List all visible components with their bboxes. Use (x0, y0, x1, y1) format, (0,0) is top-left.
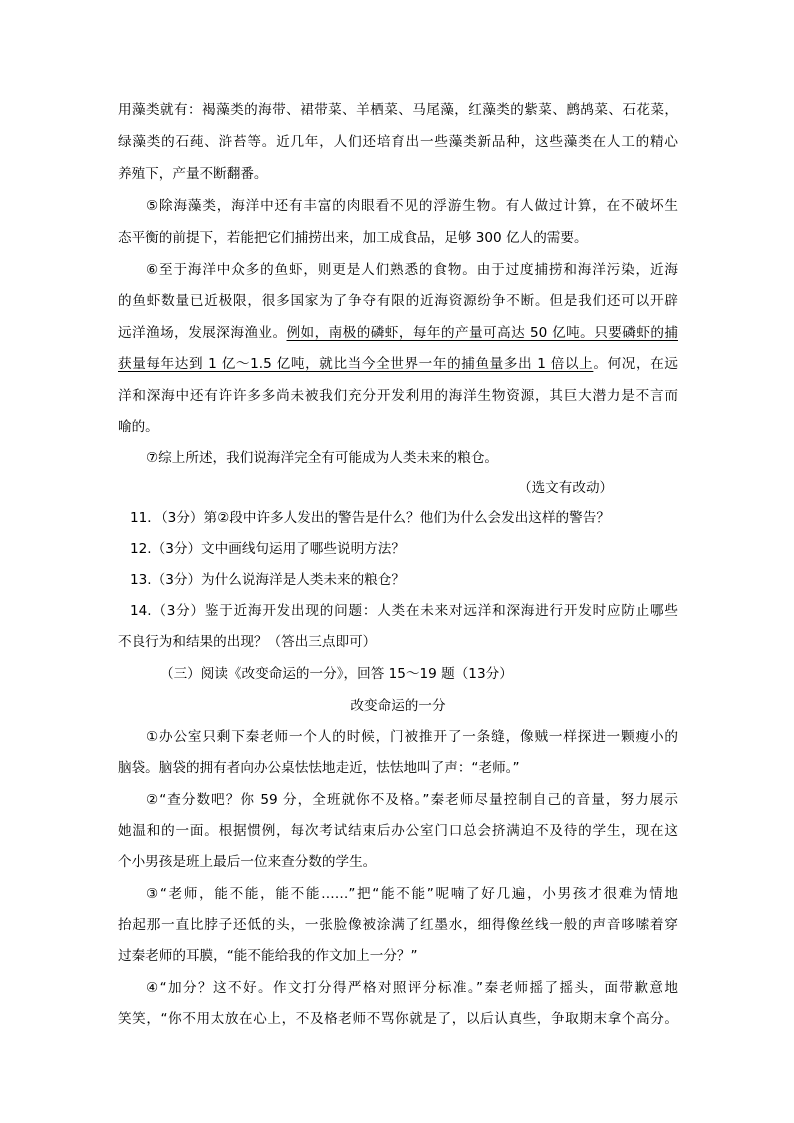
text-line (118, 100, 678, 120)
text-segment: 喻的。 (118, 419, 159, 435)
text-segment: 养殖下，产量不断翻番。 (118, 166, 268, 182)
text-segment: ②“查分数吧？你 59 分，全班就你不及格。”秦老师尽量控制自己的音量，努力展示 (146, 792, 678, 808)
text-segment: 脑袋。脑袋的拥有者向办公桌怯怯地走近，怯怯地叫了声：“老师。” (118, 760, 520, 776)
text-line (146, 790, 678, 810)
text-line (118, 291, 678, 311)
text-line (118, 228, 678, 248)
underlined-text: 例如，南极的磷虾，每年的产量可高达 50 亿吨。只要磷虾的捕 (286, 325, 678, 341)
text-segment: 13.（3分）为什么说海洋是人类未来的粮仓？ (130, 572, 405, 588)
text-segment: ⑤除海藻类，海洋中还有丰富的肉眼看不见的浮游生物。有人做过计算，在不破坏生 (146, 198, 678, 214)
text-segment: （三）阅读《改变命运的一分》，回答 15～19 题（13分） (160, 666, 513, 682)
text-line (130, 539, 678, 559)
text-line (146, 884, 678, 904)
text-line (118, 696, 678, 716)
text-line (130, 601, 678, 621)
text-segment: ④“加分？这不好。作文打分得严格对照评分标准。”秦老师摇了摇头，面带歉意地 (146, 980, 678, 996)
text-segment: 过秦老师的耳膜，“能不能给我的作文加上一分？” (118, 948, 418, 964)
text-line (118, 164, 678, 184)
text-line (130, 508, 678, 528)
text-segment: ①办公室只剩下秦老师一个人的时候，门被推开了一条缝，像贼一样探进一颗瘦小的 (146, 729, 678, 745)
text-line (146, 196, 678, 216)
text-segment: 。何况，在远 (593, 356, 678, 372)
text-segment: ③“老师，能不能，能不能……”把“能不能”呢喃了好几遍，小男孩才很难为情地 (146, 886, 678, 902)
text-line (118, 354, 678, 374)
text-segment: 用藻类就有：褐藻类的海带、裙带菜、羊栖菜、马尾藻，红藻类的紫菜、鹧鸪菜、石花菜， (118, 102, 678, 118)
text-segment: 12.（3分）文中画线句运用了哪些说明方法？ (130, 541, 405, 557)
text-line (130, 570, 678, 590)
text-segment: 改变命运的一分 (350, 698, 446, 714)
text-segment: 远洋渔场，发展深海渔业。 (118, 325, 287, 341)
text-line (146, 448, 678, 468)
text-segment: （选文有改动） (518, 480, 614, 496)
text-line (146, 727, 678, 747)
text-line (118, 758, 678, 778)
text-line (118, 386, 678, 406)
text-segment: 笑笑，“你不用太放在心上，不及格老师不骂你就是了，以后认真些，争取期末拿个高分。 (118, 1011, 678, 1027)
text-line (118, 323, 678, 343)
text-segment: 洋和深海中还有许许多多尚未被我们充分开发利用的海洋生物资源，其巨大潜力是不言而 (118, 388, 678, 404)
text-line (118, 946, 678, 966)
text-segment: 绿藻类的石莼、浒苔等。近几年，人们还培育出一些藻类新品种，这些藻类在人工的精心 (118, 134, 678, 150)
text-line (160, 664, 680, 684)
text-line (146, 978, 678, 998)
text-line (118, 632, 678, 652)
text-segment: 抬起那一直比脖子还低的头，一张脸像被涂满了红墨水，细得像丝线一般的声音哆嗦着穿 (118, 917, 678, 933)
text-segment: 11．（3分）第②段中许多人发出的警告是什么？他们为什么会发出这样的警告？ (130, 510, 610, 526)
underlined-text: 获量每年达到 1 亿～1.5 亿吨，就比当今全世界一年的捕鱼量多出 1 倍以上 (118, 356, 594, 372)
text-line (146, 260, 678, 280)
text-segment: 个小男孩是班上最后一位来查分数的学生。 (118, 854, 377, 870)
text-segment: 她温和的一面。根据惯例，每次考试结束后办公室门口总会挤满迫不及待的学生，现在这 (118, 823, 678, 839)
text-line (118, 852, 678, 872)
text-line (118, 417, 678, 437)
text-segment: ⑥至于海洋中众多的鱼虾，则更是人们熟悉的食物。由于过度捕捞和海洋污染，近海 (146, 262, 678, 278)
text-segment: ⑦综上所述，我们说海洋完全有可能成为人类未来的粮仓。 (146, 450, 499, 466)
text-line (518, 478, 618, 498)
text-line (118, 821, 678, 841)
text-line (118, 1009, 678, 1029)
text-segment: 不良行为和结果的出现？（答出三点即可） (118, 634, 377, 650)
text-segment: 态平衡的前提下，若能把它们捕捞出来，加工成食品，足够 300 亿人的需要。 (118, 230, 588, 246)
text-line (118, 915, 678, 935)
text-segment: 14.（3分）鉴于近海开发出现的问题：人类在未来对远洋和深海进行开发时应防止哪些 (130, 603, 678, 619)
text-line (118, 132, 678, 152)
text-segment: 的鱼虾数量已近极限，很多国家为了争夺有限的近海资源纷争不断。但是我们还可以开辟 (118, 293, 678, 309)
